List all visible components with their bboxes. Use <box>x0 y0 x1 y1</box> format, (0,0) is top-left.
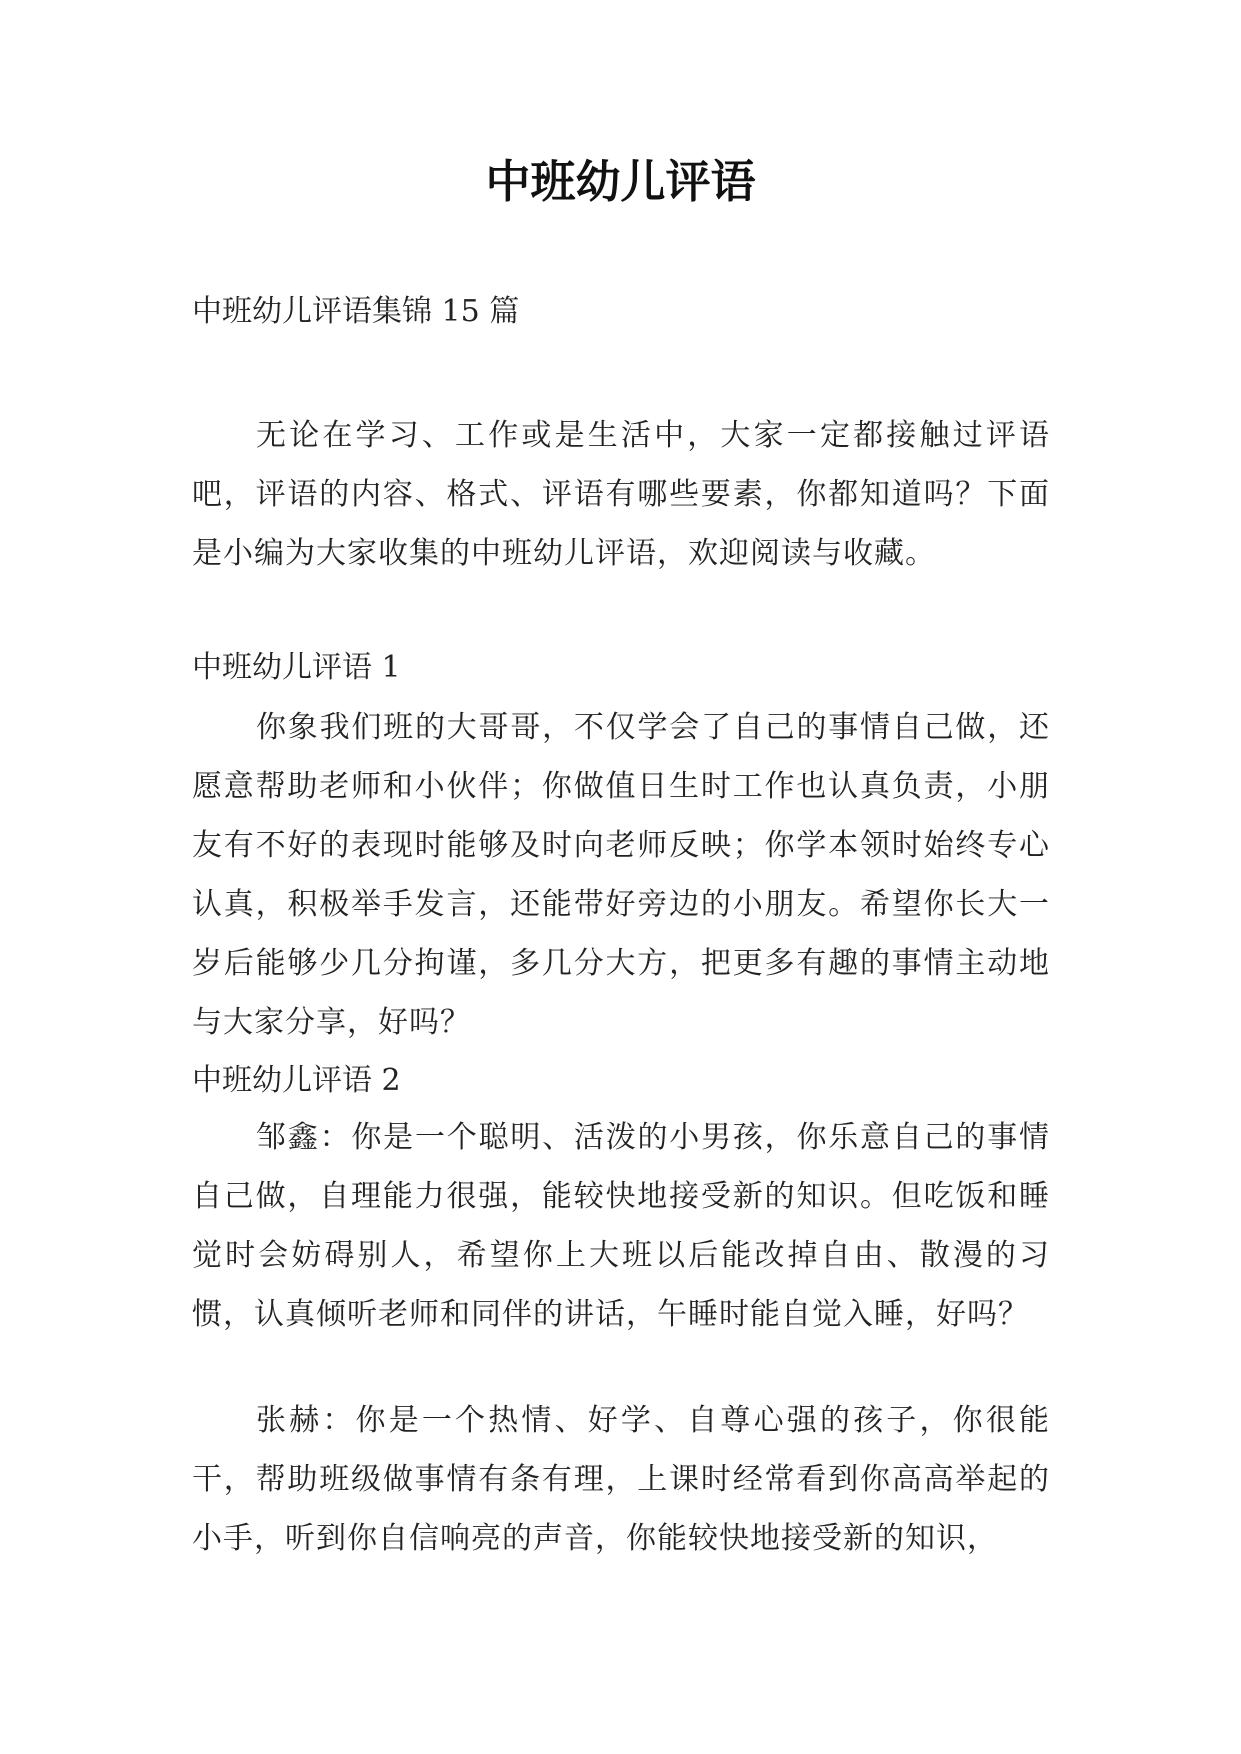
section-heading: 中班幼儿评语 1 <box>192 650 401 685</box>
document-subtitle: 中班幼儿评语集锦 15 篇 <box>192 294 520 329</box>
page-title: 中班幼儿评语 <box>485 155 756 208</box>
section-paragraph: 你象我们班的大哥哥，不仅学会了自己的事情自己做，还愿意帮助老师和小伙伴；你做值日生时工作也认真负责，小朋友有不好的表现时能够及时向老师反映；你学本领时始终专心认真，积极举手发言，还能带好旁边的小朋友。希望你长大一岁后能够少几分拘谨，多几分大方，把更多有趣的事情主动地与大家分享，好吗？ <box>192 710 1050 1040</box>
section-heading: 中班幼儿评语 2 <box>192 1063 401 1098</box>
section-paragraph: 张赫：你是一个热情、好学、自尊心强的孩子，你很能干，帮助班级做事情有条有理，上课时经常看到你高高举起的小手，听到你自信响亮的声音，你能较快地接受新的知识， <box>192 1403 1050 1556</box>
intro-paragraph: 无论在学习、工作或是生活中，大家一定都接触过评语吧，评语的内容、格式、评语有哪些要素，你都知道吗？下面是小编为大家收集的中班幼儿评语，欢迎阅读与收藏。 <box>192 418 1050 571</box>
section-paragraph: 邹鑫：你是一个聪明、活泼的小男孩，你乐意自己的事情自己做，自理能力很强，能较快地接受新的知识。但吃饭和睡觉时会妨碍别人，希望你上大班以后能改掉自由、散漫的习惯，认真倾听老师和同伴的讲话，午睡时能自觉入睡，好吗？ <box>192 1120 1050 1332</box>
